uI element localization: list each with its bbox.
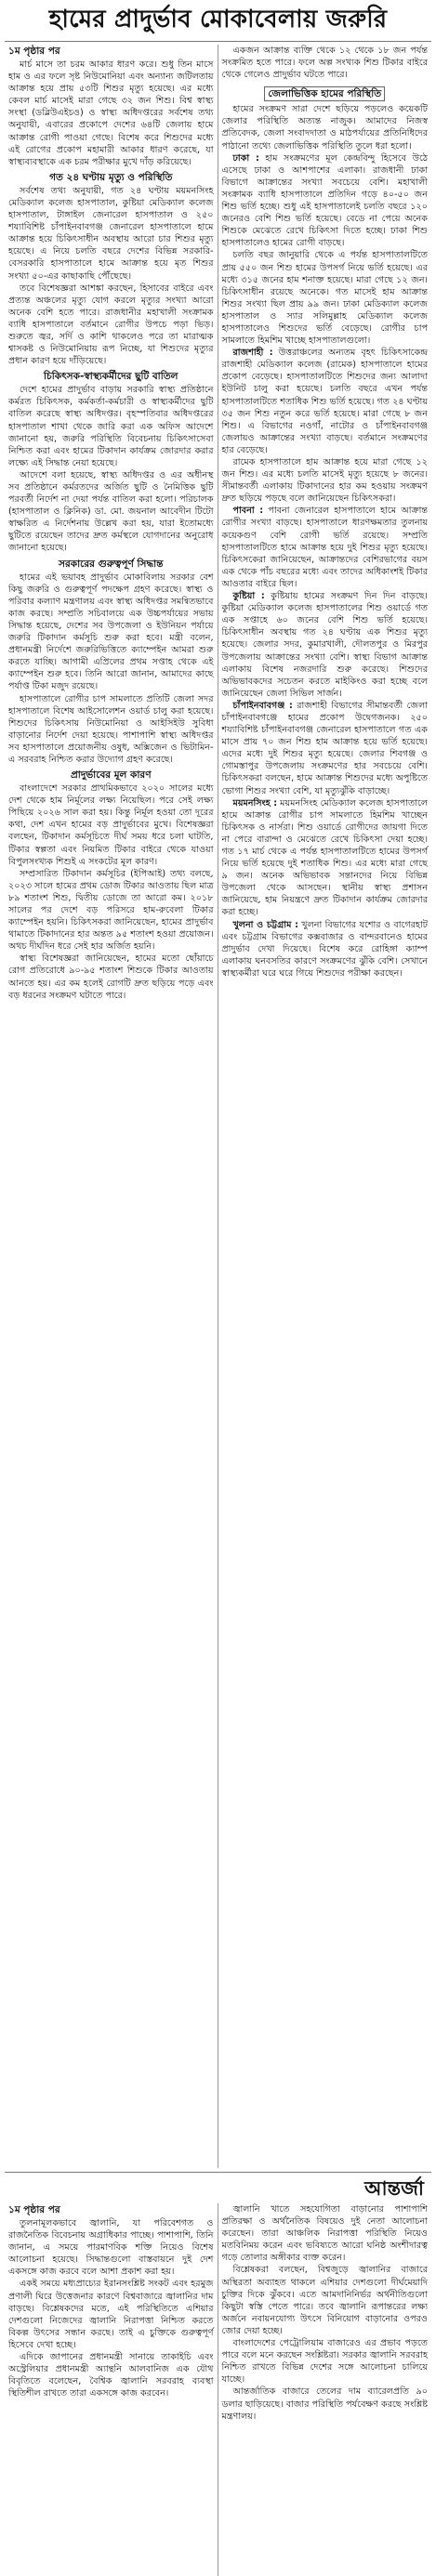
district-paragraph: [222, 797, 429, 919]
paragraph: একই সময়ে মধ্যপ্রাচ্যের ইরানসংশ্লিষ্ট সংকট এবং হরমুজ প্রণালী ঘিরে উত্তেজনার কারণে বিশ্ববাজারে জ্বালানির দাম বাড়ছে। বিশ্লেষকদের মতে, এই পরিস্থিতিতে এশিয়ার দেশগুলো নিজেদের জ্বালানি নিরাপত্তা নিশ্চিত করতে বিকল্প উৎসের সন্ধান করছে। তাই এ চুক্তিকে গুরুত্বপূর্ণ হিসেবে দেখা হচ্ছে।: [8, 2279, 214, 2350]
district-label: কুষ্টিয়া :: [232, 591, 265, 602]
district-paragraph: [222, 590, 429, 700]
district-label: ঢাকা :: [232, 152, 259, 164]
international-left-column: [5, 2203, 218, 2576]
district-text: রাজশাহী বিভাগের সীমান্তবর্তী জেলা চাঁপাইনবাবগঞ্জে হামের প্রকোপ উদ্বেগজনক। ২৫০ শয্যাবিশিষ্ট চাঁপাইনবাবগঞ্জ জেনারেল হাসপাতালে গত এক মাসে প্রায় ৭০ জন শিশু হাম আক্রান্ত হয়ে ভর্তি হয়েছে। এদের মধ্যে দুই শিশুর মৃত্যু হয়েছে। জেলার শিবগঞ্জ ও গোমস্তাপুর উপজেলায় সংক্রমণের হার সবচেয়ে বেশি। চিকিৎসকরা বলছেন, হামে আক্রান্ত শিশুদের মধ্যে অপুষ্টিতে ভোগা শিশুর সংখ্যা বেশি, যা মৃত্যুঝুঁকি বাড়াচ্ছে।: [221, 700, 428, 796]
district-paragraph: [222, 919, 429, 979]
subheading: [222, 84, 429, 102]
district-label: পাবনা :: [232, 506, 264, 517]
paragraph: একজন আক্রান্ত ব্যক্তি থেকে ১২ থেকে ১৮ জন পর্যন্ত সংক্রমিত হতে পারে। ফলে অল্প সংখ্যক শিশু টিকার বাইরে থেকে গেলেও প্রাদুর্ভাব ঘটতে পারে।: [221, 46, 428, 81]
section-header: আন্তর্জা: [364, 2177, 424, 2200]
headline: হামের প্রাদুর্ভাব মোকাবেলায় জরুরি: [48, 6, 388, 33]
district-text: খুলনা বিভাগের যশোর ও বাগেরহাট এবং চট্টগ্রাম বিভাগের কক্সবাজার ও বান্দরবানেও হামের প্রাদুর্ভাব দেখা দিয়েছে। বিশেষ করে রোহিঙ্গা ক্যাম্প এলাকায় ঘনবসতির কারণে সংক্রমণের ঝুঁকি বেশি। সেখানে স্বাস্থ্যকর্মীরা ঘরে ঘরে গিয়ে শিশুদের পরীক্ষা করছেন।: [221, 919, 428, 979]
paragraph: সর্বশেষ তথ্য অনুযায়ী, গত ২৪ ঘণ্টায় ময়মনসিংহ মেডিক্যাল কলেজ হাসপাতাল, কুষ্টিয়া মেডিক্যাল কলেজ হাসপাতাল, টাঙ্গাইল জেনারেল হাসপাতাল ও ২৫০ শয্যাবিশিষ্ট চাঁপাইনবাবগঞ্জ জেনারেল হাসপাতালে হামে আক্রান্ত হয়ে চিকিৎসাধীন অবস্থায় আরো চার শিশুর মৃত্যু হয়েছে। এ নিয়ে চলতি বছরে দেশের বিভিন্ন সরকারি-বেসরকারি হাসপাতালে হামে আক্রান্ত হয়ে মৃত শিশুর সংখ্যা ৫০-এর কাছাকাছি পৌঁছেছে।: [8, 185, 214, 282]
continued-marker: ১ম পৃষ্ঠার পর: [8, 46, 60, 57]
paragraph: আদেশে বলা হয়েছে, স্বাস্থ্য অধিদপ্তর ও এর অধীনস্থ সব প্রতিষ্ঠানে কর্মরতদের অর্জিত ছুটি ও নৈমিত্তিক ছুটি পরবর্তী নির্দেশ না দেয়া পর্যন্ত বাতিল করা হলো। পরিচালক (হাসপাতাল ও ক্লিনিক) ডা. মো. জয়নাল আবেদীন টিটো স্বাক্ষরিত এ নির্দেশনায় উল্লেখ করা হয়, যারা ইতোমধ্যে ছুটিতে রয়েছেন তাদের দ্রুত কর্মস্থলে যোগদানের অনুরোধ জানানো হয়েছে।: [8, 469, 214, 554]
subheading: সরকারের গুরুত্বপূর্ণ সিদ্ধান্ত: [59, 558, 164, 570]
subheading: চিকিৎসক-স্বাস্থ্যকর্মীদের ছুটি বাতিল: [44, 371, 178, 383]
international-right-column: [218, 2203, 432, 2576]
district-text: পাবনা জেনারেল হাসপাতালে হামে আক্রান্ত রোগীর সংখ্যা বাড়ছে। হাসপাতালে ধারণক্ষমতার তুলনায় কয়েকগুণ বেশি রোগী ভর্তি রয়েছে। সম্প্রতি হাসপাতালটিতে হামে আক্রান্ত হয়ে দুই শিশুর মৃত্যু হয়েছে। চিকিৎসকেরা জানিয়েছেন, আক্রান্তদের বেশিরভাগের বয়স এক থেকে পাঁচ বছরের মধ্যে এবং তাদের অধিকাংশই টিকার আওতার বাইরে ছিল।: [221, 506, 428, 589]
district-label: চাঁপাইনবাবগঞ্জ :: [232, 700, 293, 711]
subheading: প্রাদুর্ভাবের মূল কারণ: [70, 769, 152, 782]
paragraph: হাসপাতালে রোগীর চাপ সামলাতে প্রতিটি জেলা সদর হাসপাতালে বিশেষ আইসোলেশন ওয়ার্ড চালু করা হয়েছে। শিশুদের চিকিৎসায় নিউমোনিয়া ও আইসিইউ সুবিধা বাড়ানোর নির্দেশ দেয়া হয়েছে। পাশাপাশি স্বাস্থ্য অধিদপ্তর সব হাসপাতালে প্রয়োজনীয় ওষুধ, অক্সিজেন ও ভিটামিন-এ সরবরাহ নিশ্চিত করার উদ্যোগ গ্রহণ করেছে।: [8, 693, 214, 765]
article-columns: [5, 45, 431, 2168]
district-label: খুলনা ও চট্টগ্রাম :: [232, 919, 298, 930]
paragraph: হামের সংক্রমণ সারা দেশে ছড়িয়ে পড়লেও কয়েকটি জেলার পরিস্থিতি অত্যন্ত নাজুক। আমাদের নিজস্ব প্রতিবেদক, জেলা সংবাদদাতা ও মাঠপর্যায়ের প্রতিনিধিদের পাঠানো তথ্যে জেলাভিত্তিক পরিস্থিতি তুলে ধরা হলো।: [221, 104, 428, 151]
paragraph: এদিকে জাপানের প্রধানমন্ত্রী সানায়ে তাকাইচি এবং অস্ট্রেলিয়ার প্রধানমন্ত্রী অ্যান্থনি আলবানিজ এক যৌথ বিবৃতিতে বলেছেন, বৈশ্বিক জ্বালানি সরবরাহ ব্যবস্থা স্থিতিশীল রাখতে তারা একসঙ্গে কাজ করবেন।: [8, 2352, 214, 2399]
international-columns: [5, 2203, 431, 2576]
paragraph: রামেক হাসপাতালে হাম আক্রান্ত হয়ে মারা গেছে ১২ জন শিশু। এর মধ্যে চলতি মাসেই মৃত্যু হয়েছে ৮ জনের। সীমান্তবর্তী এলাকায় টিকাদানের হার কম হওয়ায় সংক্রমণ দ্রুত ছড়িয়ে পড়ছে বলে জানিয়েছেন চিকিৎসকরা।: [221, 457, 428, 505]
subheading: গত ২৪ ঘণ্টায় মৃত্যু ও পরিস্থিতি: [49, 171, 173, 183]
paragraph: বিশ্লেষকরা বলছেন, বিশ্বজুড়ে জ্বালানির বাজারে অস্থিরতা অব্যাহত থাকলে এশিয়ার দেশগুলো দীর্ঘমেয়াদি চুক্তির দিকে ঝুঁকবে। এতে আমদানিনির্ভর অর্থনীতিগুলো কিছুটা স্বস্তি পেতে পারে। তবে জ্বালানি রূপান্তরের লক্ষ্য অর্জনে নবায়নযোগ্য উৎসে বিনিয়োগ বাড়ানোর ওপরও জোর দেয়া হচ্ছে।: [221, 2265, 428, 2336]
district-text: উত্তরাঞ্চলের অন্যতম বৃহৎ চিকিৎসাকেন্দ্র রাজশাহী মেডিক্যাল কলেজ (রামেক) হাসপাতালে হামের প্রকোপ বেড়েছে। হাসপাতালটিতে শিশুদের জন্য আলাদা ইউনিট চালু করা হয়েছে। চলতি বছরে এখন পর্যন্ত হাসপাতালটিতে শতাধিক শিশু ভর্তি হয়েছে। গত ২৪ ঘণ্টায় ৩৫ জন শিশু নতুন করে ভর্তি হয়েছে। মারা গেছে ৮ জন শিশু। এ বিভাগের নওগাঁ, নাটোর ও চাঁপাইনবাবগঞ্জ জেলায়ও আক্রান্তের সংখ্যা বাড়ছে। বর্তমানে সংক্রমণের হার বেড়েছে।: [221, 348, 428, 455]
district-paragraph: [222, 152, 429, 250]
district-text: ময়মনসিংহ মেডিক্যাল কলেজ হাসপাতালে হামে আক্রান্ত রোগীর চাপ সামলাতে হিমশিম খাচ্ছেন চিকিৎসক ও নার্সরা। শিশু ওয়ার্ডে রোগীদের জায়গা দিতে না পেরে বারান্দা ও মেঝেতে রেখে চিকিৎসা দেয়া হচ্ছে। গত ১৭ মার্চ থেকে এ পর্যন্ত হাসপাতালটিতে হামের উপসর্গ নিয়ে ভর্তি হয়েছে দুই শতাধিক শিশু। এর মধ্যে মারা গেছে ৯ জন। অনেক অভিভাবক সন্তানদের নিয়ে বিভিন্ন উপজেলা থেকে আসছেন। স্থানীয় স্বাস্থ্য প্রশাসন জানিয়েছে, হাম নিয়ন্ত্রণে দ্রুত টিকাদান কার্যক্রম জোরদার করা হচ্ছে।: [221, 797, 429, 918]
district-label: রাজশাহী :: [232, 348, 273, 359]
district-paragraph: [222, 347, 429, 456]
boxed-subheading: জেলাভিত্তিক হামের পরিস্থিতি: [264, 86, 385, 101]
district-label: ময়মনসিংহ :: [232, 797, 278, 808]
paragraph: আন্তর্জাতিক বাজারে তেলের দাম ব্যারেলপ্রতি ৯০ ডলার ছাড়িয়েছে। বাজার পরিস্থিতি পর্যবেক্ষণ করছে সংশ্লিষ্ট মন্ত্রণালয়।: [221, 2386, 428, 2422]
paragraph: তবে বিশেষজ্ঞরা আশঙ্কা করছেন, হিসাবের বাইরে এবং প্রত্যন্ত অঞ্চলের মৃত্যু যোগ করলে মৃত্যুর সংখ্যা আরো অনেক বেশি হতে পারে। রাজধানীর মহাখালী সংক্রামক ব্যাধি হাসপাতালে বর্তমানে রোগীর উপচে পড়া ভিড়। শুরুতে জ্বর, সর্দি ও কাশি থাকলেও পরে তা মারাত্মক শ্বাসকষ্ট ও নিউমোনিয়ায় রূপ নিচ্ছে, যা শিশুদের মৃত্যুর প্রধান কারণ হয়ে দাঁড়িয়েছে।: [8, 283, 214, 367]
headline-rule: [5, 41, 431, 42]
paragraph: সম্প্রসারিত টিকাদান কর্মসূচির (ইপিআই) তথ্য বলছে, ২০২৩ সালে হামের প্রথম ডোজ টিকার আওতায় ছিল মাত্র ৮৯ শতাংশ শিশু, দ্বিতীয় ডোজে তা আরো কম। ২০১৮ সালের পর দেশে বড় পরিসরে হাম-রুবেলা টিকার ক্যাম্পেইন হয়নি। চিকিৎসকরা জানিয়েছেন, হামের প্রাদুর্ভাব থামাতে টিকাদানের হার অন্তত ৯৫ শতাংশ হওয়া প্রয়োজন। অথচ দীর্ঘদিন ধরে সেই হার অর্জিত হয়নি।: [8, 868, 214, 953]
paragraph: দেশে হামের প্রাদুর্ভাব বাড়ায় সরকারি স্বাস্থ্য প্রতিষ্ঠানে কর্মরত চিকিৎসক, কর্মকর্তা-কর্মচারী ও স্বাস্থ্যকর্মীদের ছুটি বাতিল করেছে স্বাস্থ্য অধিদপ্তর। বৃহস্পতিবার অধিদপ্তরের হাসপাতাল শাখা থেকে জারি করা এক অফিস আদেশে জানানো হয়, জরুরি পরিস্থিতি বিবেচনায় চিকিৎসাসেবা নিশ্চিত করা এবং হামের টিকাদান কার্যক্রম জোরদার করার লক্ষ্যে এই সিদ্ধান্ত নেয়া হয়েছে।: [8, 385, 214, 468]
paragraph: বাংলাদেশে সরকার প্রাথমিকভাবে ২০২০ সালের মধ্যে দেশ থেকে হাম নির্মূলের লক্ষ্য নিয়েছিল। পরে সেই লক্ষ্য পিছিয়ে ২০২৬ সাল করা হয়। কিন্তু নির্মূল হওয়া তো দূরের কথা, দেশ এখন হামের বড় প্রাদুর্ভাবের মুখে। বিশেষজ্ঞরা বলছেন, টিকাদান কর্মসূচিতে দীর্ঘ সময় ধরে চলা ঘাটতি, টিকার স্বল্পতা এবং নিয়মিত টিকার বাইরে থেকে যাওয়া বিপুলসংখ্যক শিশুই এ সংকটের মূল কারণ।: [8, 783, 214, 867]
district-paragraph: [222, 700, 429, 797]
continued-marker: ১ম পৃষ্ঠার পর: [8, 2204, 60, 2215]
paragraph: চলতি বছর জানুয়ারি থেকে এ পর্যন্ত হাসপাতালটিতে প্রায় ৫৫০ জন শিশু হামের উপসর্গ নিয়ে ভর্তি হয়েছে। এর মধ্যে ৩১৫ জনের হাম শনাক্ত হয়েছে। মারা গেছে ১২ জন। চিকিৎসাধীন রয়েছে অনেকে। গত মাসেই হাম আক্রান্ত শিশুর সংখ্যা ছিল প্রায় ৯৯ জন। ঢাকা মেডিক্যাল কলেজ হাসপাতাল ও স্যার সলিমুল্লাহ মেডিক্যাল কলেজ হাসপাতালেও শিশুদের ভর্তি বেড়েছে। রোগীর চাপ সামলাতে হিমশিম খাচ্ছে হাসপাতালগুলো।: [221, 250, 428, 347]
paragraph: জ্বালানি খাতে সহযোগিতা বাড়ানোর পাশাপাশি প্রতিরক্ষা ও অর্থনৈতিক বিষয়েও দুই নেতা আলোচনা করেছেন। তারা আঞ্চলিক নিরাপত্তা পরিস্থিতি নিয়েও মতবিনিময় করেন এবং ভবিষ্যতে আরো ঘনিষ্ঠ অংশীদারত্ব গড়ে তোলার অঙ্গীকার ব্যক্ত করেন।: [221, 2204, 428, 2264]
paragraph: বাংলাদেশের পেট্রোলিয়াম বাজারেও এর প্রভাব পড়তে পারে বলে মনে করছেন সংশ্লিষ্টরা। সরকার জ্বালানি সরবরাহ নিশ্চিত রাখতে বিভিন্ন দেশের সঙ্গে আলোচনা চালিয়ে যাচ্ছে।: [221, 2338, 428, 2385]
paragraph: হামের এই ভয়াবহ প্রাদুর্ভাব মোকাবিলায় সরকার বেশ কিছু জরুরি ও গুরুত্বপূর্ণ পদক্ষেপ গ্রহণ করেছে। স্বাস্থ্য ও পরিবার কল্যাণ মন্ত্রণালয় এবং স্বাস্থ্য অধিদপ্তর সমন্বিতভাবে কাজ করছে। সম্প্রতি সচিবালয়ে এক উচ্চপর্যায়ের সভায় সিদ্ধান্ত হয়েছে, দেশের সব উপজেলা ও ইউনিয়ন পর্যায়ে জরুরি টিকাদান কর্মসূচি শুরু করা হবে। মন্ত্রী বলেন, প্রধানমন্ত্রী নির্দেশে জরুরিভিত্তিতে ক্যাম্পেইন আমরা শুরু করতে যাচ্ছি। আগামী এপ্রিলের প্রথম সপ্তাহ থেকে এই ক্যাম্পেইন শুরু হবে। তিনি আরো জানান, আমাদের কাছে পর্যাপ্ত টিকা মজুদ রয়েছে।: [8, 572, 214, 692]
international-section: [5, 2172, 431, 2576]
district-paragraph: [222, 505, 429, 590]
article-left-column: [5, 45, 218, 2168]
paragraph: তুলনামূলকভাবে জ্বালানি, যা পরিবেশগত ও রাজনৈতিক বিবেচনায় অগ্রাধিকার পাচ্ছে। পাশাপাশি, তিনি জানান, এ সময়ে পারমাণবিক শক্তি নিয়েও বিশেষ আলোচনা হয়েছে। সিদ্ধান্তগুলো বাস্তবায়নে দুই দেশ একসঙ্গে কাজ করবে বলে আশা প্রকাশ করা হয়।: [8, 2218, 214, 2278]
district-text: হাম সংক্রমণের মূল কেন্দ্রবিন্দু হিসেবে উঠে এসেছে ঢাকা ও আশপাশের এলাকা। রাজধানী ঢাকা বিভাগে আক্রান্তের সংখ্যা সবচেয়ে বেশি। মহাখালী সংক্রামক ব্যাধি হাসপাতালে প্রতিদিন গড়ে ৪০-৫০ জন শিশু ভর্তি হচ্ছে। শুধু এই হাসপাতালেই চলতি বছরে ১২০ জনেরও বেশি শিশু ভর্তি হয়েছে। বেডে না পেয়ে অনেক শিশুকে মেঝেতে রেখে চিকিৎসা দিতে হচ্ছে। ঢাকা শিশু হাসপাতালেও হামের রোগী বাড়ছে।: [221, 152, 428, 249]
article-right-column: [218, 45, 432, 2168]
paragraph: মার্চ মাসে তা চরম আকার ধারণ করে। শুধু তিন মাসে হাম ও এর ফলে সৃষ্ট নিউমোনিয়া এবং অন্যান্য জটিলতায় আক্রান্ত হয়ে প্রায় ৫৩টি শিশুর মৃত্যু হয়েছে। এর মধ্যে কেবল মার্চ মাসেই মারা গেছে ৩২ জন শিশু। বিশ্ব স্বাস্থ্য সংস্থা (ডব্লিউএইচও) ও স্বাস্থ্য অধিদপ্তরের সর্বশেষ তথ্য অনুযায়ী, এবারের প্রকোপে দেশের ৬৪টি জেলায় হামে আক্রান্ত রোগী পাওয়া গেছে। বিশেষ করে শিশুদের মধ্যে এই রোগের প্রকোপ মহামারী আকার ধারণ করেছে, যা স্বাস্থ্যব্যবস্থাকে এক চরম পরীক্ষার মুখে দাঁড় করিয়েছে।: [8, 59, 214, 167]
district-text: কুষ্টিয়ায় হামের সংক্রমণ দিন দিন বাড়ছে। কুষ্টিয়া মেডিক্যাল কলেজ হাসপাতালের শিশু ওয়ার্ডে গত এক সপ্তাহে ৬০ জনের বেশি শিশু ভর্তি হয়েছে। চিকিৎসাধীন অবস্থায় গত ২৪ ঘণ্টায় এক শিশুর মৃত্যু হয়েছে। জেলার সদর, কুমারখালী, দৌলতপুর ও মিরপুর উপজেলায় আক্রান্তের সংখ্যা বেশি। স্বাস্থ্য বিভাগ আক্রান্ত এলাকায় বিশেষ নজরদারি শুরু করেছে। শিশুদের অভিভাবকদের সচেতন করতে মাইকিংও করা হচ্ছে বলে জানিয়েছেন জেলা সিভিল সার্জন।: [221, 591, 428, 699]
paragraph: স্বাস্থ্য বিশেষজ্ঞরা জানিয়েছেন, হামের মতো ছোঁয়াচে রোগ প্রতিরোধে ৯০-৯৫ শতাংশ শিশুকে টিকার আওতায় আনতে হয়। এর কম হলেই রোগটি দ্রুত ছড়িয়ে পড়ে এবং বড় ধরনের সংক্রমণ ঘটাতে পারে।: [8, 953, 214, 1001]
